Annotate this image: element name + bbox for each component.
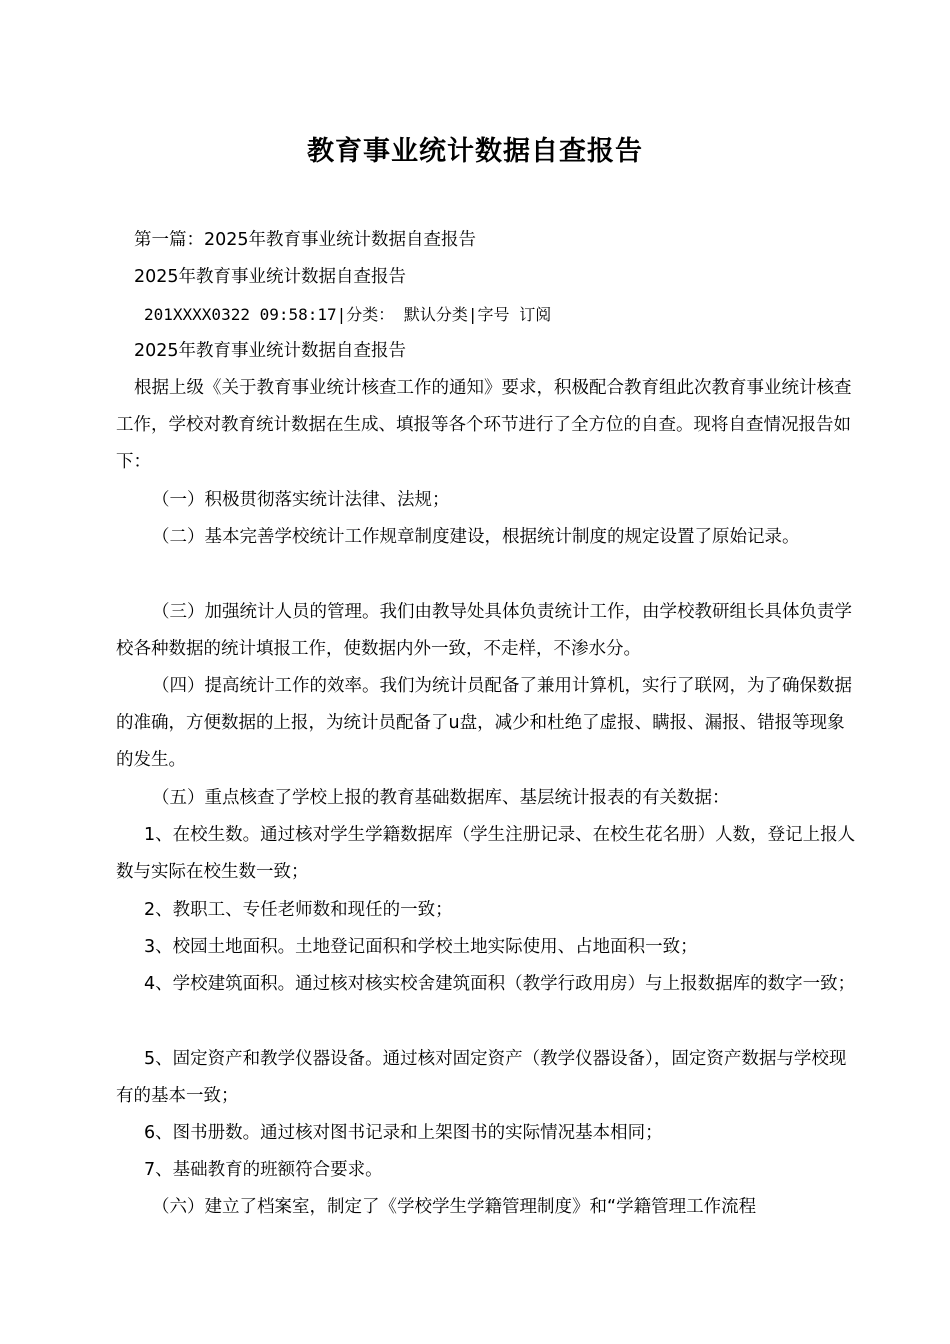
document-title: 教育事业统计数据自查报告 bbox=[307, 136, 643, 167]
paragraph-line: 7、基础教育的班额符合要求。 bbox=[144, 1160, 383, 1180]
paragraph-line: （四）提高统计工作的效率。我们为统计员配备了兼用计算机，实行了联网，为了确保数据的准确，方便数据的上报，为统计员配备了u盘，减少和杜绝了虚报、瞒报、漏报、错报等现象的发生。 bbox=[116, 676, 852, 770]
paragraph-line: （五）重点核查了学校上报的教育基础数据库、基层统计报表的有关数据： bbox=[152, 788, 730, 808]
paragraph-line: 根据上级《关于教育事业统计核查工作的通知》要求，积极配合教育组此次教育事业统计核查工作，学校对教育统计数据在生成、填报等各个环节进行了全方位的自查。现将自查情况报告如下： bbox=[116, 378, 852, 472]
paragraph-line: 2025年教育事业统计数据自查报告 bbox=[134, 341, 407, 361]
paragraph-line: 3、校园土地面积。土地登记面积和学校土地实际使用、占地面积一致； bbox=[144, 937, 698, 957]
paragraph-line: 2、教职工、专任老师数和现任的一致； bbox=[144, 900, 453, 920]
paragraph-line: 6、图书册数。通过核对图书记录和上架图书的实际情况基本相同； bbox=[144, 1123, 663, 1143]
paragraph-line: 第一篇：2025年教育事业统计数据自查报告 bbox=[134, 230, 477, 250]
paragraph-line: （一）积极贯彻落实统计法律、法规； bbox=[152, 490, 450, 510]
paragraph-line: 201XXXX0322 09:58:17|分类： 默认分类|字号 订阅 bbox=[144, 305, 552, 324]
paragraph-line: 5、固定资产和教学仪器设备。通过核对固定资产（教学仪器设备），固定资产数据与学校现有的基本一致； bbox=[116, 1049, 847, 1106]
paragraph-line: （六）建立了档案室，制定了《学校学生学籍管理制度》和“学籍管理工作流程 bbox=[152, 1197, 757, 1217]
paragraph-line: 2025年教育事业统计数据自查报告 bbox=[134, 267, 407, 287]
paragraph-line: 4、学校建筑面积。通过核对核实校舍建筑面积（教学行政用房）与上报数据库的数字一致； bbox=[144, 974, 856, 994]
paragraph-line: （三）加强统计人员的管理。我们由教导处具体负责统计工作，由学校教研组长具体负责学校各种数据的统计填报工作，使数据内外一致，不走样，不渗水分。 bbox=[116, 602, 852, 659]
paragraph-line: 1、在校生数。通过核对学生学籍数据库（学生注册记录、在校生花名册）人数，登记上报人数与实际在校生数一致； bbox=[116, 825, 856, 882]
paragraph-line: （二）基本完善学校统计工作规章制度建设，根据统计制度的规定设置了原始记录。 bbox=[152, 527, 800, 547]
